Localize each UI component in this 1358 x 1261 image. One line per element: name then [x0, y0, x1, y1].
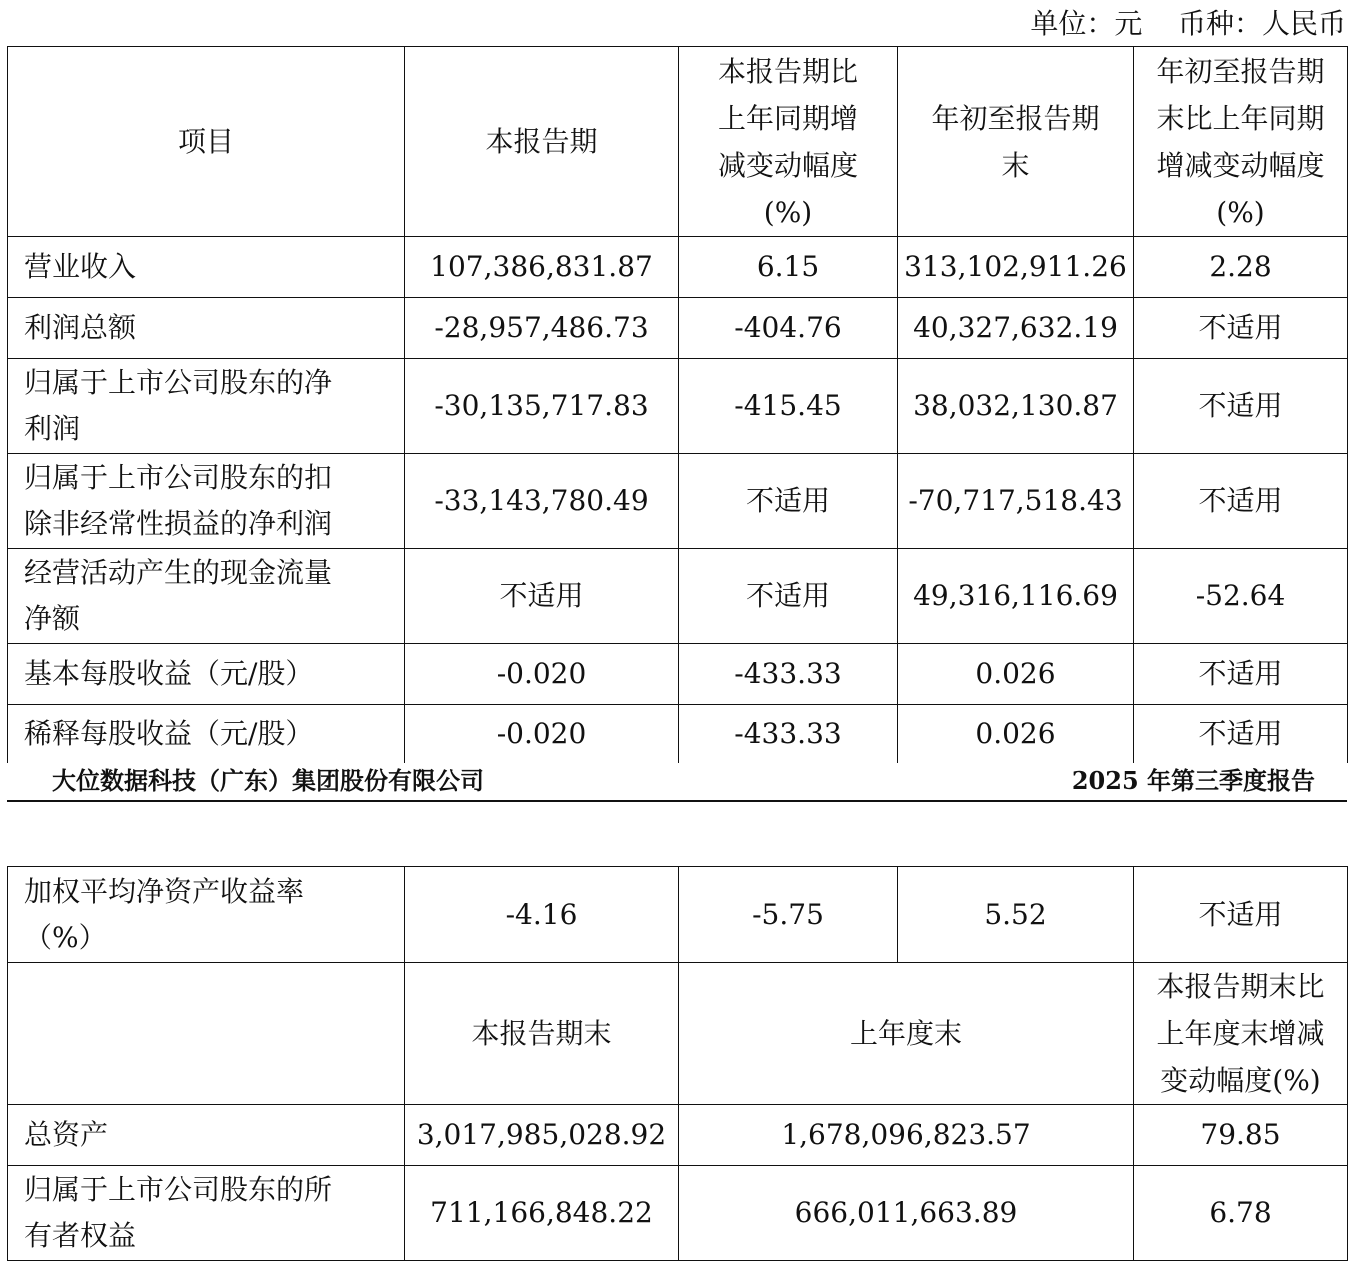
unit-currency-note: 单位：元 币种：人民币 — [1030, 7, 1346, 40]
cell-ytd: 0.026 — [898, 705, 1134, 763]
cell-ytd-yoy: 2.28 — [1134, 237, 1348, 298]
table-row-total-profit — [8, 298, 1348, 359]
header-item: 项目 — [8, 47, 405, 237]
header-current-period: 本报告期 — [405, 47, 679, 237]
cell-ytd-yoy: -52.64 — [1134, 549, 1348, 644]
cell-current: -28,957,486.73 — [405, 298, 679, 359]
header-last-year-end: 上年度末 — [679, 963, 1134, 1105]
header-current-period-end: 本报告期末 — [405, 963, 679, 1105]
table-row-total-assets — [8, 1105, 1348, 1166]
label-line: 归属于上市公司股东的扣 — [24, 461, 333, 494]
table-row-net-profit — [8, 359, 1348, 454]
cell-current-yoy: -433.33 — [679, 705, 898, 763]
table-row-operating-cash-flow — [8, 549, 1348, 644]
cell-ytd: -70,717,518.43 — [898, 454, 1134, 549]
cell-current-end: 711,166,848.22 — [405, 1166, 679, 1261]
header-line: 变动幅度(%) — [1160, 1064, 1321, 1097]
header-line: 本报告期比 — [717, 54, 858, 88]
header-line: 年初至报告期 — [931, 101, 1100, 135]
cell-current-yoy: -415.45 — [679, 359, 898, 454]
header-line: 增减变动幅度 — [1156, 148, 1325, 182]
cell-ytd: 0.026 — [898, 644, 1134, 705]
header-line: 末比上年同期 — [1156, 101, 1325, 135]
cell-ytd: 38,032,130.87 — [898, 359, 1134, 454]
label-line: 有者权益 — [24, 1219, 137, 1252]
table-row-basic-eps — [8, 644, 1348, 705]
label-line: 净额 — [24, 602, 81, 635]
table-row-net-profit-deducted — [8, 454, 1348, 549]
header-line: 年初至报告期 — [1156, 54, 1325, 88]
cell-last-year-end: 1,678,096,823.57 — [679, 1105, 1134, 1166]
cell-ytd-yoy: 不适用 — [1134, 298, 1348, 359]
cell-change: 79.85 — [1134, 1105, 1348, 1166]
label-line: 归属于上市公司股东的所 — [24, 1173, 333, 1206]
row-label: 稀释每股收益（元/股） — [8, 705, 405, 763]
cell-change: 6.78 — [1134, 1166, 1348, 1261]
key-financial-data-table — [7, 46, 1348, 763]
row-label — [8, 867, 405, 963]
cell-current: -0.020 — [405, 644, 679, 705]
table-header-row — [8, 963, 1348, 1105]
header-line: 末 — [1001, 148, 1030, 182]
page-footer — [7, 762, 1347, 802]
header-ytd — [898, 47, 1134, 237]
header-ytd-yoy — [1134, 47, 1348, 237]
cell-ytd: 5.52 — [898, 867, 1134, 963]
row-label — [8, 454, 405, 549]
cell-ytd-yoy: 不适用 — [1134, 705, 1348, 763]
label-line: （%） — [24, 920, 107, 954]
cell-ytd-yoy: 不适用 — [1134, 867, 1348, 963]
cell-current: -33,143,780.49 — [405, 454, 679, 549]
table-row-weighted-roe — [8, 867, 1348, 963]
header-change — [1134, 963, 1348, 1105]
label-line: 归属于上市公司股东的净 — [24, 366, 333, 399]
row-label — [8, 549, 405, 644]
header-line: (%) — [763, 195, 813, 229]
header-line: 本报告期末比 — [1156, 970, 1325, 1003]
row-label: 营业收入 — [8, 237, 405, 298]
label-line: 经营活动产生的现金流量 — [24, 556, 333, 589]
header-current-yoy — [679, 47, 898, 237]
cell-ytd-yoy: 不适用 — [1134, 359, 1348, 454]
cell-ytd: 40,327,632.19 — [898, 298, 1134, 359]
cell-ytd: 49,316,116.69 — [898, 549, 1134, 644]
table-row-revenue — [8, 237, 1348, 298]
header-line: 减变动幅度 — [717, 148, 858, 182]
cell-current-yoy: 不适用 — [679, 549, 898, 644]
cell-current-yoy: -5.75 — [679, 867, 898, 963]
cell-current-yoy: -404.76 — [679, 298, 898, 359]
cell-current: -4.16 — [405, 867, 679, 963]
cell-current: -0.020 — [405, 705, 679, 763]
cell-current: -30,135,717.83 — [405, 359, 679, 454]
cell-ytd: 313,102,911.26 — [898, 237, 1134, 298]
cell-ytd-yoy: 不适用 — [1134, 644, 1348, 705]
table-row-diluted-eps — [8, 705, 1348, 763]
company-name: 大位数据科技（广东）集团股份有限公司 — [52, 766, 484, 795]
report-title: 2025 年第三季度报告 — [1071, 766, 1315, 795]
row-label: 利润总额 — [8, 298, 405, 359]
cell-last-year-end: 666,011,663.89 — [679, 1166, 1134, 1261]
table-header-row — [8, 47, 1348, 237]
cell-current-end: 3,017,985,028.92 — [405, 1105, 679, 1166]
row-label: 总资产 — [8, 1105, 405, 1166]
label-line: 除非经常性损益的净利润 — [24, 507, 333, 540]
row-label — [8, 359, 405, 454]
cell-current: 不适用 — [405, 549, 679, 644]
row-label: 基本每股收益（元/股） — [8, 644, 405, 705]
label-line: 利润 — [24, 412, 81, 445]
cell-current-yoy: 6.15 — [679, 237, 898, 298]
cell-current-yoy: -433.33 — [679, 644, 898, 705]
header-empty — [8, 963, 405, 1105]
balance-data-table — [7, 866, 1348, 1261]
label-line: 加权平均净资产收益率 — [24, 874, 305, 908]
header-line: 上年度末增减 — [1156, 1017, 1325, 1050]
cell-current: 107,386,831.87 — [405, 237, 679, 298]
cell-ytd-yoy: 不适用 — [1134, 454, 1348, 549]
row-label — [8, 1166, 405, 1261]
header-line: 上年同期增 — [717, 101, 858, 135]
table-row-owners-equity — [8, 1166, 1348, 1261]
cell-current-yoy: 不适用 — [679, 454, 898, 549]
header-line: (%) — [1216, 195, 1265, 229]
